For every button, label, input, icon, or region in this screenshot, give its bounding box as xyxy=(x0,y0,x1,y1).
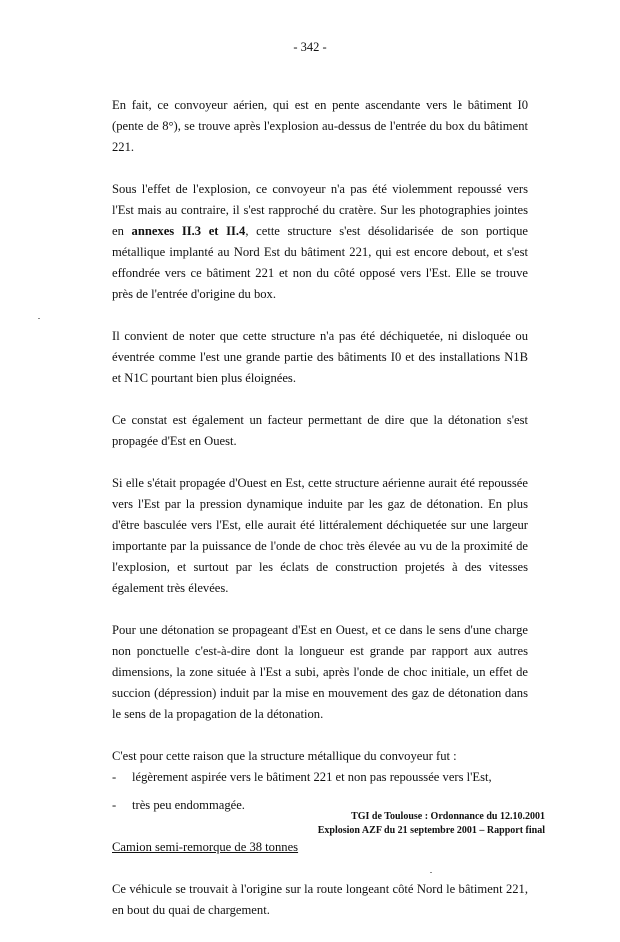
paragraph-1: En fait, ce convoyeur aérien, qui est en pente ascendante vers le bâtiment I0 (pente de 8°), se trouve après l'explosion au-dessus de l'entrée du box du bâtiment 221. xyxy=(112,98,528,154)
paragraph-2 xyxy=(112,179,528,305)
bullet-dash: - xyxy=(112,770,117,784)
footer-line-2: Explosion AZF du 21 septembre 2001 – Rapport final xyxy=(317,825,545,836)
page-footer xyxy=(318,810,545,838)
paragraph-2-text-start: Sous l'effet de l'explosion, ce convoyeur n'a pas été violemment repoussé vers l'Est mais au contraire, il s'est rapproché du cratère. Sur les photographies jointes en xyxy=(112,182,528,238)
paragraph-8: Ce véhicule se trouvait à l'origine sur la route longeant côté Nord le bâtiment 221, en bout du quai de chargement. xyxy=(112,882,528,917)
bullet-dash: - xyxy=(112,798,117,812)
paragraph-5: Si elle s'était propagée d'Ouest en Est, cette structure aérienne aurait été repoussée vers l'Est par la pression dynamique induite par les gaz de détonation. En plus d'être basculée vers l'Est, elle aurait été littéralement déchiquetée sur une largeur importante par la puissance de l'onde de choc très élevée au vu de la proximité de l'explosion, et surtout par les éclats de construction projetés à des vitesses également très élevées. xyxy=(112,476,528,595)
bullet-item-1 xyxy=(112,767,528,788)
section-heading: Camion semi-remorque de 38 tonnes xyxy=(112,840,299,854)
paragraph-4: Ce constat est également un facteur permettant de dire que la détonation s'est propagée d'Est en Ouest. xyxy=(112,413,528,448)
page-number: - 342 - xyxy=(293,40,327,54)
footer-line-1: TGI de Toulouse : Ordonnance du 12.10.2001 xyxy=(351,811,545,822)
paragraph-3: Il convient de noter que cette structure n'a pas été déchiquetée, ni disloquée ou éventrée comme l'est une grande partie des bâtiments I0 et des installations N1B et N1C pourtant bien plus éloignées. xyxy=(112,329,528,385)
bullet-text: très peu endommagée. xyxy=(132,798,245,812)
scan-speck xyxy=(430,872,432,873)
bullet-text: légèrement aspirée vers le bâtiment 221 et non pas repoussée vers l'Est, xyxy=(132,770,492,784)
annex-reference: annexes II.3 et II.4 xyxy=(131,224,246,238)
paragraph-6: Pour une détonation se propageant d'Est en Ouest, et ce dans le sens d'une charge non ponctuelle c'est-à-dire dont la longueur est grande par rapport aux autres dimensions, la zone située à l'Est a subi, après l'onde de choc initiale, un effet de succion (dépression) induit par la mise en mouvement des gaz de détonation dans le sens de la propagation de la détonation. xyxy=(112,623,528,721)
scan-speck xyxy=(38,318,40,319)
paragraph-2-text-end: , cette structure s'est désolidarisée de son portique métallique implanté au Nord Est du bâtiment 221, qui est encore debout, et s'est effondrée vers ce bâtiment 221 et non du côté opposé vers l'Est. Elle se trouve près de l'entrée d'origine du box. xyxy=(112,224,528,301)
bullet-list xyxy=(112,767,528,816)
paragraph-7: C'est pour cette raison que la structure métallique du convoyeur fut : xyxy=(112,749,457,763)
